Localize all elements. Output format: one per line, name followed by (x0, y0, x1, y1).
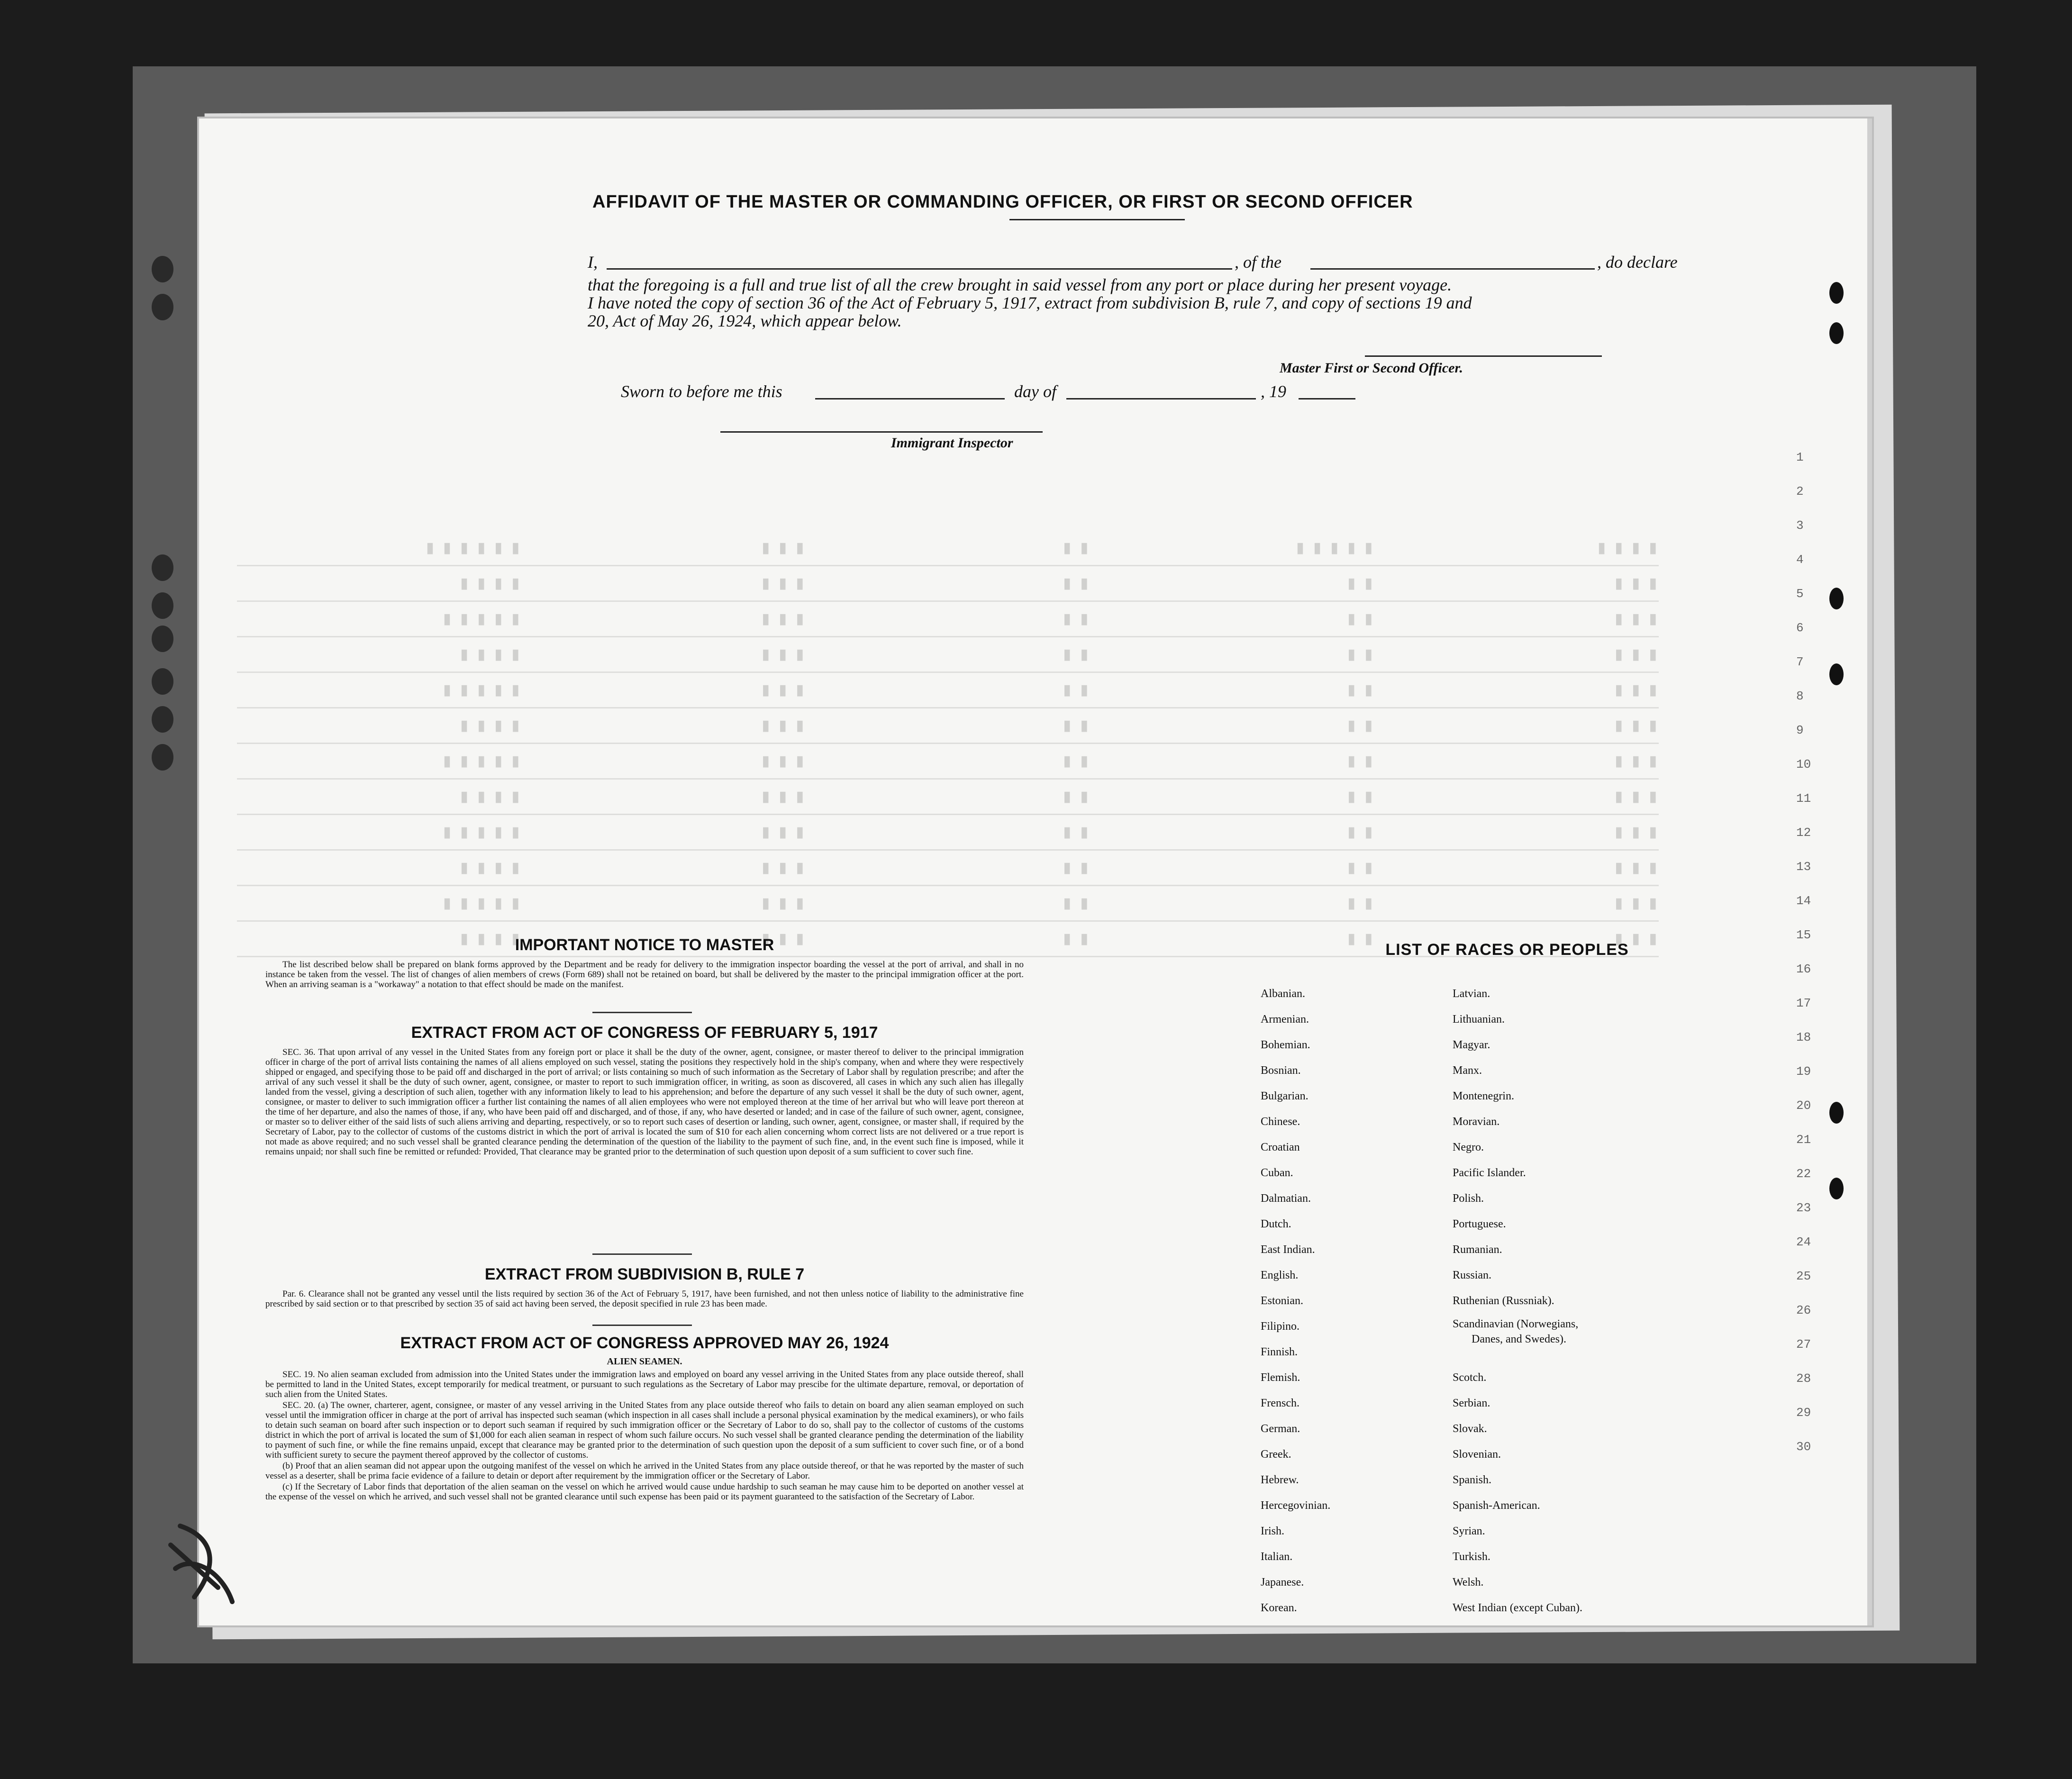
punch-hole-icon (1829, 322, 1844, 344)
row-number: 15 (1796, 928, 1811, 942)
punch-hole-icon (152, 592, 173, 619)
race-item: Manx. (1453, 1064, 1482, 1077)
race-item: Lithuanian. (1453, 1013, 1505, 1026)
row-number: 22 (1796, 1167, 1811, 1181)
sec-20c-paragraph: (c) If the Secretary of Labor finds that deportation of the alien seaman on the vessel on which he arrived would cause undue hardship to such seaman he may cause him to be deported on another vessel at the expense of the vessel on which he arrived, and such vessel shall not be granted clearance until such expense has been paid or its payment guaranteed to the satisfaction of the Secretary of Labor. (265, 1482, 1024, 1502)
vessel-blank[interactable] (1310, 268, 1595, 270)
sec-20a-paragraph: SEC. 20. (a) The owner, charterer, agent, consignee, or master of any vessel arriving in the United States from any place outside thereof who fails to detain on board any alien seaman employed on such vessel until the immigration officer in charge at the port of arrival has inspected such seaman (which inspection in all cases shall include a personal physical examination by the medical examiners), or who fails to detain such seaman on board after such inspection or to deport such seaman if required by such immigration officer or the Secretary of Labor to do so, shall pay to the collector of customs of the customs district in which the port of arrival is located the sum of $1,000 for each alien seaman in respect of whom such failure occurs. No such vessel shall be granted clearance pending the determination of the liability to payment of such fine, or while the fine remains unpaid, except that clearance may be granted prior to the determination of such question upon the deposit of a sum sufficient to cover such fine, or of a bond with sufficient surety to secure the payment thereof approved by the collector of customs. (265, 1400, 1024, 1460)
row-number: 5 (1796, 587, 1804, 601)
inspector-signature-line[interactable] (720, 431, 1043, 433)
affidavit-line-2: that the foregoing is a full and true list of all the crew brought in said vessel from any port or place during her present voyage. (588, 275, 1452, 294)
punch-hole-icon (1829, 1178, 1844, 1199)
punch-hole-icon (152, 706, 173, 733)
row-number: 9 (1796, 723, 1804, 737)
rule7-paragraph: Par. 6. Clearance shall not be granted any vessel until the lists required by section 36 of the Act of February 5, 1917, have been furnished, and not then unless notice of liability to the administrative fine prescribed by said section or to that prescribed by section 35 of said act having been served, the deposit specified in rule 23 has been made. (265, 1289, 1024, 1309)
row-number: 26 (1796, 1303, 1811, 1317)
row-number: 30 (1796, 1440, 1811, 1454)
rule7-title: EXTRACT FROM SUBDIVISION B, RULE 7 (484, 1265, 805, 1283)
race-item: Bulgarian. (1261, 1090, 1309, 1102)
race-item: Italian. (1261, 1551, 1293, 1563)
races-right-column (1453, 981, 1582, 1621)
race-item: Irish. (1261, 1525, 1284, 1537)
bleed-through-rows: ▮▮▮▮ ▮▮▮▮▮ ▮▮ ▮▮▮ ▮▮▮▮▮▮ ▮▮▮ ▮▮ ▮▮ ▮▮▮ ▮▮▮▮ ▮▮▮ ▮▮ ▮▮ ▮▮▮ ▮▮▮▮▮ ▮▮▮ ▮▮ ▮▮ ▮▮▮ ▮▮▮▮ ▮▮▮ ▮▮ ▮▮ ▮▮▮ ▮▮▮▮▮ ▮▮▮ ▮▮ ▮▮ ▮▮▮ ▮▮▮▮ ▮▮▮ ▮▮ ▮▮ ▮▮▮ ▮▮▮▮▮ ▮▮▮ ▮▮ ▮▮ ▮▮▮ ▮▮▮▮ ▮▮▮ ▮▮ ▮▮ ▮▮▮ ▮▮▮▮▮ ▮▮▮ ▮▮ ▮▮ ▮▮▮ ▮▮▮▮ ▮▮▮ ▮▮ ▮▮ ▮▮▮ ▮▮▮▮▮ ▮▮▮ ▮▮ ▮▮ ▮▮▮ ▮▮▮▮ (237, 531, 1659, 957)
race-item: Slovak. (1453, 1423, 1487, 1435)
race-item: Rumanian. (1453, 1243, 1502, 1256)
punch-hole-icon (152, 256, 173, 282)
affidavit-i: I, (588, 253, 598, 272)
handwritten-mark-icon (166, 1516, 242, 1607)
race-item: Russian. (1453, 1269, 1492, 1281)
row-number: 8 (1796, 689, 1804, 703)
row-number: 1 (1796, 450, 1804, 464)
affidavit-line-3: I have noted the copy of section 36 of the Act of February 5, 1917, extract from subdivision B, rule 7, and copy of sections 19 and (588, 293, 1472, 312)
row-number: 16 (1796, 962, 1811, 976)
race-item: Cuban. (1261, 1167, 1293, 1179)
row-number: 6 (1796, 621, 1804, 635)
master-signature-label: Master First or Second Officer. (1280, 360, 1463, 376)
row-number: 12 (1796, 826, 1811, 840)
punch-hole-icon (152, 626, 173, 652)
rule7-body (265, 1289, 1024, 1310)
race-item: Croatian (1261, 1141, 1300, 1153)
row-number: 19 (1796, 1064, 1811, 1079)
notice-paragraph: The list described below shall be prepared on blank forms approved by the Department and be ready for delivery to the immigration inspector boarding the vessel at the port of arrival, and shall in no instance be taken from the vessel. The list of changes of alien members of crews (Form 689) shall not be retained on board, but shall be delivered by the master to the principal immigration officer at the port. When an arriving seaman is a "workaway" a notation to that effect should be made on the manifest. (265, 960, 1024, 989)
affidavit-title: AFFIDAVIT OF THE MASTER OR COMMANDING OFFICER, OR FIRST OR SECOND OFFICER (592, 192, 1413, 212)
notice-title: IMPORTANT NOTICE TO MASTER (515, 936, 774, 954)
race-item: Korean. (1261, 1602, 1297, 1614)
punch-hole-icon (1829, 588, 1844, 609)
race-item: Japanese. (1261, 1576, 1304, 1588)
race-item: Latvian. (1453, 988, 1490, 1000)
race-item: Negro. (1453, 1141, 1484, 1153)
race-item: Pacific Islander. (1453, 1167, 1526, 1179)
punch-hole-icon (152, 744, 173, 771)
race-item: Dalmatian. (1261, 1192, 1311, 1205)
races-left-column (1261, 981, 1330, 1621)
row-number: 4 (1796, 553, 1804, 567)
race-item: Ruthenian (Russniak). (1453, 1295, 1554, 1307)
divider (592, 1253, 692, 1255)
race-item: Hercegovinian. (1261, 1499, 1331, 1512)
race-item: Finnish. (1261, 1346, 1298, 1358)
row-number: 17 (1796, 996, 1811, 1010)
race-item: Polish. (1453, 1192, 1484, 1205)
race-item: Syrian. (1453, 1525, 1485, 1537)
race-item: Estonian. (1261, 1295, 1303, 1307)
row-number: 28 (1796, 1371, 1811, 1386)
race-item: Greek. (1261, 1448, 1291, 1461)
sworn-text: Sworn to before me this (621, 382, 782, 401)
affidavit-declare: , do declare (1597, 253, 1678, 272)
sec-19-paragraph: SEC. 19. No alien seaman excluded from admission into the United States under the immigration laws and employed on board any vessel arriving in the United States from any place outside thereof, shall be permitted to land in the United States, except temporarily for medical treatment, or pursuant to such regulations as the Secretary of Labor may prescibe for the ultimate departure, removal, or deportation of such alien from the United States. (265, 1370, 1024, 1399)
race-item: Scandinavian (Norwegians, (1453, 1318, 1579, 1330)
row-number: 29 (1796, 1406, 1811, 1420)
row-number: 25 (1796, 1269, 1811, 1283)
race-item: Armenian. (1261, 1013, 1309, 1026)
race-item: Spanish. (1453, 1474, 1492, 1486)
punch-hole-icon (152, 668, 173, 695)
race-item: Magyar. (1453, 1039, 1490, 1051)
extract-1917-paragraph: SEC. 36. That upon arrival of any vessel in the United States from any foreign port or place it shall be the duty of the owner, agent, consignee, or master thereof to deliver to the principal immigration officer in charge of the port of arrival lists containing the names of all aliens employed on such vessel, stating the positions they respectively hold in the ship's company, when and where they were respectively shipped or engaged, and specifying those to be paid off and discharged in the port of arrival; or lists containing so much of such information as the Secretary of Labor shall by regulation prescribe; and after the arrival of any such vessel it shall be the duty of such owner, agent, consignee, or master to report to such immigration officer, in writing, as soon as discovered, all cases in which any such alien has illegally landed from the vessel, giving a description of such alien, together with any information likely to lead to his apprehension; and before the departure of any such vessel it shall be the duty of such owner, agent, consignee, or master to deliver to such immigration officer a further list containing the names of all alien employees who were not employed thereon at the time of her arrival but who will leave port thereon at the time of her departure, and also the names of those, if any, who have been paid off and discharged, and of those, if any, who have deserted or landed; and in case of the failure of such owner, agent, consignee, or master so to deliver either of the said lists of such aliens arriving and departing, respectively, or so to report such cases of desertion or landing, such owner, agent, consignee, or master shall, if required by the Secretary of Labor, pay to the collector of customs of the customs district in which the port of arrival is located the sum of $10 for each alien concerning whom correct lists are not delivered or a true report is not made as above required; and no such vessel shall be granted clearance pending the determination of the question of the liability to the payment of such fine, and, in the event such fine is imposed, while it remains unpaid; nor shall such fine be remitted or refunded: Provided, That clearance may be granted prior to the determination of such question upon deposit of a sum sufficient to cover such fine. (265, 1047, 1024, 1157)
punch-hole-icon (1829, 282, 1844, 304)
race-item: Flemish. (1261, 1371, 1300, 1384)
punch-hole-icon (1829, 1102, 1844, 1124)
race-item: East Indian. (1261, 1243, 1315, 1256)
race-item: Portuguese. (1453, 1218, 1506, 1230)
inspector-label: Immigrant Inspector (891, 435, 1013, 451)
race-item: German. (1261, 1423, 1300, 1435)
row-number: 20 (1796, 1098, 1811, 1113)
row-number: 27 (1796, 1337, 1811, 1352)
race-item: Bohemian. (1261, 1039, 1310, 1051)
sworn-day-blank[interactable] (815, 398, 1005, 399)
extract-1924-title: EXTRACT FROM ACT OF CONGRESS APPROVED MAY 26, 1924 (400, 1334, 889, 1352)
row-number: 23 (1796, 1201, 1811, 1215)
row-number: 11 (1796, 791, 1811, 806)
notice-body (265, 960, 1024, 990)
affidavit-of-the: , of the (1235, 253, 1281, 272)
row-number: 24 (1796, 1235, 1811, 1249)
sec-20b-paragraph: (b) Proof that an alien seaman did not appear upon the outgoing manifest of the vessel on which he arrived in the United States from any place outside thereof, or that he was reported by the master of such vessel as a deserter, shall be prima facie evidence of a failure to detain or deport after requirement by the immigration officer or the Secretary of Labor. (265, 1461, 1024, 1481)
row-number: 18 (1796, 1030, 1811, 1044)
sworn-year: , 19 (1261, 382, 1286, 401)
row-number: 2 (1796, 484, 1804, 499)
row-number: 13 (1796, 860, 1811, 874)
punch-hole-icon (152, 294, 173, 320)
row-number: 21 (1796, 1133, 1811, 1147)
race-item: Hebrew. (1261, 1474, 1299, 1486)
extract-1924-body (265, 1370, 1024, 1503)
race-item: Serbian. (1453, 1397, 1490, 1409)
race-item: Montenegrin. (1453, 1090, 1514, 1102)
race-item: Spanish-American. (1453, 1499, 1540, 1512)
row-number: 10 (1796, 757, 1811, 772)
manifest-page (199, 118, 1872, 1625)
sworn-year-blank[interactable] (1299, 398, 1355, 399)
title-underline (1009, 219, 1185, 220)
punch-hole-icon (152, 554, 173, 581)
extract-1924-subtitle: ALIEN SEAMEN. (607, 1356, 682, 1367)
race-item: Filipino. (1261, 1320, 1300, 1333)
race-item: Scotch. (1453, 1371, 1487, 1384)
race-item: Dutch. (1261, 1218, 1291, 1230)
row-number: 14 (1796, 894, 1811, 908)
affidavit-line-4: 20, Act of May 26, 1924, which appear below. (588, 311, 902, 330)
sworn-day-of: day of (1014, 382, 1056, 401)
sworn-month-blank[interactable] (1066, 398, 1256, 399)
extract-1917-body (265, 1047, 1024, 1158)
race-item: Albanian. (1261, 988, 1305, 1000)
name-blank[interactable] (607, 268, 1232, 270)
race-item: Frensch. (1261, 1397, 1300, 1409)
race-item: Turkish. (1453, 1551, 1490, 1563)
race-item: Slovenian. (1453, 1448, 1501, 1461)
divider (592, 1325, 692, 1326)
race-item: Danes, and Swedes). (1472, 1333, 1566, 1345)
row-number: 3 (1796, 518, 1804, 533)
row-number: 7 (1796, 655, 1804, 669)
master-signature-line[interactable] (1365, 355, 1602, 357)
extract-1917-title: EXTRACT FROM ACT OF CONGRESS OF FEBRUARY 5, 1917 (411, 1024, 878, 1042)
punch-hole-icon (1829, 663, 1844, 685)
race-item: Bosnian. (1261, 1064, 1301, 1077)
divider (592, 1012, 692, 1013)
races-title: LIST OF RACES OR PEOPLES (1385, 941, 1629, 959)
race-item: Chinese. (1261, 1116, 1300, 1128)
race-item: Moravian. (1453, 1116, 1500, 1128)
race-item: West Indian (except Cuban). (1453, 1602, 1582, 1614)
race-item: Welsh. (1453, 1576, 1484, 1588)
race-item: English. (1261, 1269, 1299, 1281)
